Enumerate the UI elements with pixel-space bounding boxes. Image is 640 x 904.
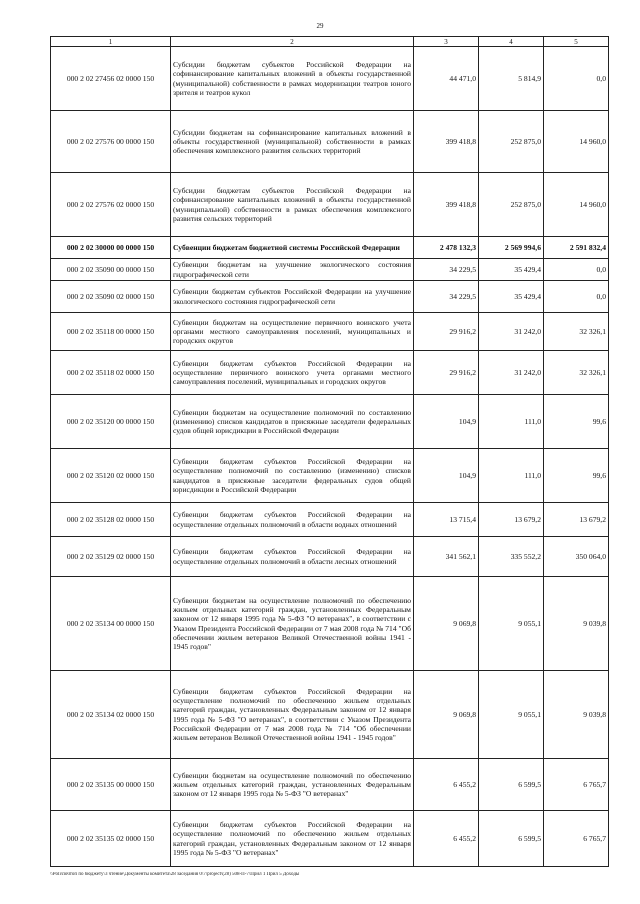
revenue-description: Субвенции бюджетам субъектов Российской Федерации на осуществление полномочий по обеспечению жильем отдельных категорий граждан, установленных Федеральным законом от 12 января 1995 года № 5-ФЗ "О ветеранах", в соответствии с Указом Президента Российской Федерации от 7 мая 2008 года № 714 "Об обеспечении жильем ветеранов Великой Отечественной войны 1941 - 1945 годов" bbox=[171, 671, 414, 759]
table-row-total bbox=[51, 237, 609, 259]
amount-col-3: 44 471,0 bbox=[414, 47, 479, 111]
amount-col-3: 34 229,5 bbox=[414, 281, 479, 313]
amount-col-3: 6 455,2 bbox=[414, 759, 479, 811]
revenue-description: Субвенции бюджетам на осуществление полномочий по обеспечению жильем отдельных категорий граждан, установленных Федеральным законом от 12 января 1995 года № 5-ФЗ "О ветеранах", в соответствии с Указом Президента Российской Федерации от 7 мая 2008 года № 714 "Об обеспечении жильем ветеранов Великой Отечественной войны 1941 - 1945 годов" bbox=[171, 577, 414, 671]
amount-col-4: 335 552,2 bbox=[479, 537, 544, 577]
budget-code: 000 2 02 35090 02 0000 150 bbox=[51, 281, 171, 313]
revenue-description: Субвенции бюджетам бюджетной системы Российской Федерации bbox=[171, 237, 414, 259]
amount-col-3: 104,9 bbox=[414, 449, 479, 503]
amount-col-4: 252 875,0 bbox=[479, 173, 544, 237]
table-row bbox=[51, 173, 609, 237]
amount-col-5: 99,6 bbox=[544, 395, 609, 449]
column-number-1: 1 bbox=[51, 37, 171, 47]
amount-col-3: 29 916,2 bbox=[414, 313, 479, 351]
table-row bbox=[51, 811, 609, 867]
amount-col-5: 9 039,8 bbox=[544, 671, 609, 759]
amount-col-4: 9 055,1 bbox=[479, 577, 544, 671]
amount-col-3: 9 069,8 bbox=[414, 577, 479, 671]
budget-code: 000 2 02 35120 02 0000 150 bbox=[51, 449, 171, 503]
table-row bbox=[51, 47, 609, 111]
revenue-description: Субсидии бюджетам на софинансирование капитальных вложений в объекты государственной (муниципальной) собственности в рамках обеспечения комплексного развития сельских территорий bbox=[171, 111, 414, 173]
revenue-description: Субвенции бюджетам на осуществление первичного воинского учета органами местного самоуправления поселений, муниципальных и городских округов bbox=[171, 313, 414, 351]
amount-col-3: 399 418,8 bbox=[414, 173, 479, 237]
amount-col-5: 0,0 bbox=[544, 281, 609, 313]
amount-col-3: 399 418,8 bbox=[414, 111, 479, 173]
amount-col-4: 111,0 bbox=[479, 395, 544, 449]
amount-col-3: 6 455,2 bbox=[414, 811, 479, 867]
column-number-3: 3 bbox=[414, 37, 479, 47]
amount-col-4: 6 599,5 bbox=[479, 811, 544, 867]
amount-col-4: 111,0 bbox=[479, 449, 544, 503]
table-row bbox=[51, 503, 609, 537]
revenue-description: Субсидии бюджетам субъектов Российской Федерации на софинансирование капитальных вложений в объекты государственной (муниципальной) собственности в рамках обеспечения комплексного развития сельских территорий bbox=[171, 173, 414, 237]
budget-code: 000 2 02 35118 00 0000 150 bbox=[51, 313, 171, 351]
table-row bbox=[51, 111, 609, 173]
table-row bbox=[51, 759, 609, 811]
revenue-description: Субсидии бюджетам субъектов Российской Федерации на софинансирование капитальных вложений в объекты государственной (муниципальной) собственности в рамках модернизации театров юного зрителя и театров кукол bbox=[171, 47, 414, 111]
amount-col-3: 13 715,4 bbox=[414, 503, 479, 537]
budget-code: 000 2 02 35090 00 0000 150 bbox=[51, 259, 171, 281]
amount-col-4: 35 429,4 bbox=[479, 259, 544, 281]
amount-col-4: 13 679,2 bbox=[479, 503, 544, 537]
amount-col-4: 252 875,0 bbox=[479, 111, 544, 173]
table-row bbox=[51, 281, 609, 313]
amount-col-5: 99,6 bbox=[544, 449, 609, 503]
table-row bbox=[51, 395, 609, 449]
amount-col-3: 29 916,2 bbox=[414, 351, 479, 395]
file-path-footer: \\Poli\почтоп по бюджету\3 чтение\Документы комитета\28 заседания 0\7\project\(28) 508-П-7\Прил 1 Прил 5 Доходы bbox=[50, 872, 300, 877]
amount-col-5: 9 039,8 bbox=[544, 577, 609, 671]
amount-col-3: 2 478 132,3 bbox=[414, 237, 479, 259]
budget-code: 000 2 02 35128 02 0000 150 bbox=[51, 503, 171, 537]
revenue-description: Субвенции бюджетам субъектов Российской Федерации на осуществление отдельных полномочий в области лесных отношений bbox=[171, 537, 414, 577]
table-row bbox=[51, 671, 609, 759]
revenue-description: Субвенции бюджетам на осуществление полномочий по составлению (изменению) списков кандидатов в присяжные заседатели федеральных судов общей юрисдикции в Российской Федерации bbox=[171, 395, 414, 449]
budget-code: 000 2 02 27456 02 0000 150 bbox=[51, 47, 171, 111]
budget-code: 000 2 02 30000 00 0000 150 bbox=[51, 237, 171, 259]
revenue-description: Субвенции бюджетам субъектов Российской Федерации на осуществление первичного воинского учета органами местного самоуправления поселений, муниципальных и городских округов bbox=[171, 351, 414, 395]
amount-col-4: 9 055,1 bbox=[479, 671, 544, 759]
budget-code: 000 2 02 35135 02 0000 150 bbox=[51, 811, 171, 867]
budget-code: 000 2 02 35134 02 0000 150 bbox=[51, 671, 171, 759]
table-header-row bbox=[51, 37, 609, 47]
amount-col-4: 5 814,9 bbox=[479, 47, 544, 111]
table-row bbox=[51, 351, 609, 395]
amount-col-5: 0,0 bbox=[544, 47, 609, 111]
amount-col-5: 350 064,0 bbox=[544, 537, 609, 577]
budget-code: 000 2 02 35129 02 0000 150 bbox=[51, 537, 171, 577]
table-row bbox=[51, 259, 609, 281]
budget-code: 000 2 02 35135 00 0000 150 bbox=[51, 759, 171, 811]
budget-code: 000 2 02 35120 00 0000 150 bbox=[51, 395, 171, 449]
revenue-description: Субвенции бюджетам субъектов Российской Федерации на улучшение экологического состояния гидрографической сети bbox=[171, 281, 414, 313]
revenue-description: Субвенции бюджетам субъектов Российской Федерации на осуществление полномочий по составлению (изменению) списков кандидатов в присяжные заседатели федеральных судов общей юрисдикции в Российской Федерации bbox=[171, 449, 414, 503]
revenue-table bbox=[50, 36, 609, 867]
table-row bbox=[51, 537, 609, 577]
amount-col-4: 6 599,5 bbox=[479, 759, 544, 811]
budget-code: 000 2 02 27576 02 0000 150 bbox=[51, 173, 171, 237]
table-row bbox=[51, 449, 609, 503]
amount-col-3: 9 069,8 bbox=[414, 671, 479, 759]
amount-col-5: 6 765,7 bbox=[544, 811, 609, 867]
page-number: 29 bbox=[316, 22, 324, 30]
column-number-5: 5 bbox=[544, 37, 609, 47]
amount-col-3: 104,9 bbox=[414, 395, 479, 449]
budget-code: 000 2 02 35118 02 0000 150 bbox=[51, 351, 171, 395]
revenue-description: Субвенции бюджетам на улучшение экологического состояния гидрографической сети bbox=[171, 259, 414, 281]
table-row bbox=[51, 313, 609, 351]
amount-col-4: 2 569 994,6 bbox=[479, 237, 544, 259]
column-number-2: 2 bbox=[171, 37, 414, 47]
amount-col-5: 0,0 bbox=[544, 259, 609, 281]
amount-col-4: 31 242,0 bbox=[479, 313, 544, 351]
revenue-description: Субвенции бюджетам субъектов Российской Федерации на осуществление отдельных полномочий в области водных отношений bbox=[171, 503, 414, 537]
amount-col-5: 13 679,2 bbox=[544, 503, 609, 537]
amount-col-3: 34 229,5 bbox=[414, 259, 479, 281]
amount-col-5: 32 326,1 bbox=[544, 351, 609, 395]
amount-col-5: 6 765,7 bbox=[544, 759, 609, 811]
budget-code: 000 2 02 35134 00 0000 150 bbox=[51, 577, 171, 671]
amount-col-4: 35 429,4 bbox=[479, 281, 544, 313]
amount-col-5: 14 960,0 bbox=[544, 111, 609, 173]
amount-col-4: 31 242,0 bbox=[479, 351, 544, 395]
revenue-description: Субвенции бюджетам субъектов Российской Федерации на осуществление полномочий по обеспечению жильем отдельных категорий граждан, установленных Федеральным законом от 12 января 1995 года № 5-ФЗ "О ветеранах" bbox=[171, 811, 414, 867]
amount-col-5: 14 960,0 bbox=[544, 173, 609, 237]
revenue-description: Субвенции бюджетам на осуществление полномочий по обеспечению жильем отдельных категорий граждан, установленных Федеральным законом от 12 января 1995 года № 5-ФЗ "О ветеранах" bbox=[171, 759, 414, 811]
amount-col-5: 32 326,1 bbox=[544, 313, 609, 351]
column-number-4: 4 bbox=[479, 37, 544, 47]
table-row bbox=[51, 577, 609, 671]
amount-col-5: 2 591 832,4 bbox=[544, 237, 609, 259]
amount-col-3: 341 562,1 bbox=[414, 537, 479, 577]
budget-code: 000 2 02 27576 00 0000 150 bbox=[51, 111, 171, 173]
